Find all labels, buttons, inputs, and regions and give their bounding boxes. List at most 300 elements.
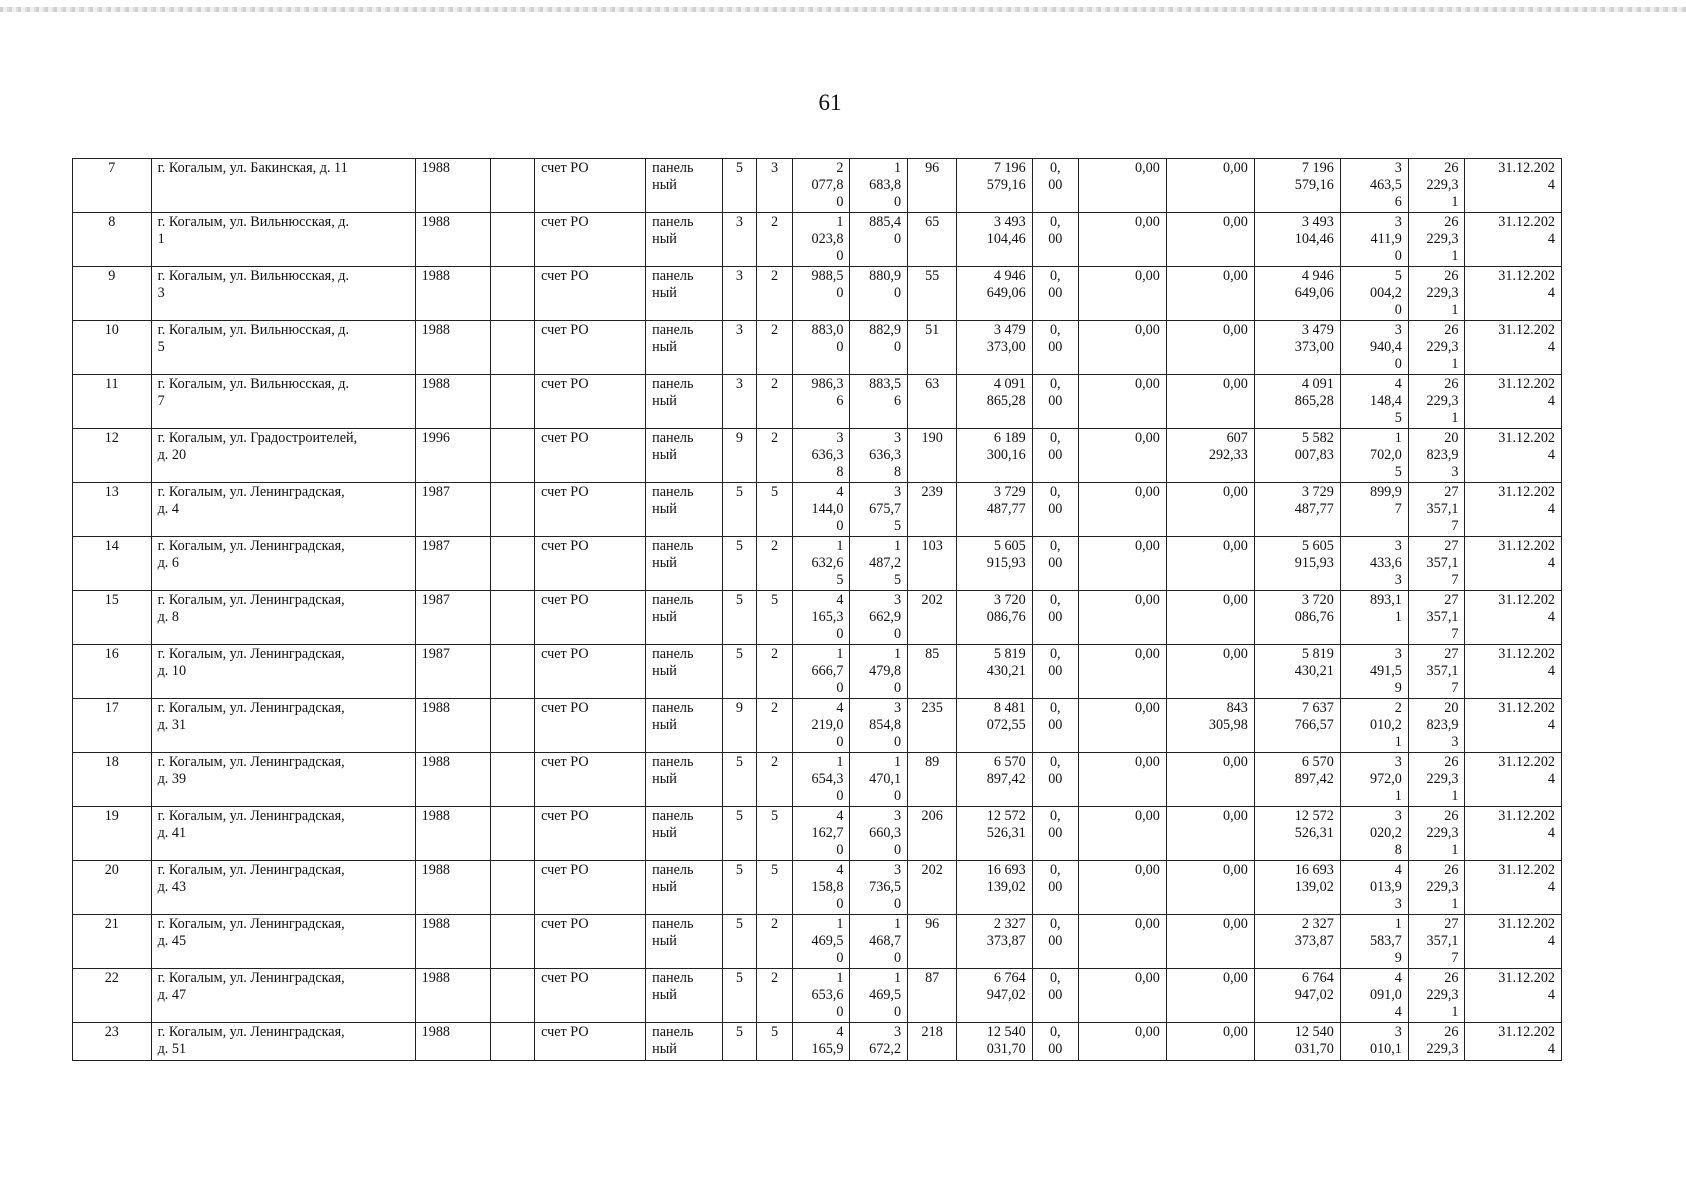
cell-line: 0,00	[1135, 538, 1160, 554]
cell-line: 5 819	[993, 646, 1026, 662]
cell-line: ный	[652, 447, 677, 463]
cell-line: 219,0	[811, 717, 844, 733]
cell-line: 1	[893, 916, 902, 932]
cell-line: 229,3	[1426, 393, 1459, 409]
cell-entrances	[757, 591, 793, 645]
cell-line: 139,02	[1294, 879, 1334, 895]
cell-line: 940,4	[1369, 339, 1402, 355]
cell-line: 0,00	[1135, 862, 1160, 878]
cell-address	[151, 969, 415, 1023]
table-row	[73, 375, 1562, 429]
cell-line: 1	[1451, 356, 1459, 372]
cell-line: 5	[1394, 410, 1402, 426]
cell-address	[151, 537, 415, 591]
cell-line: счет РО	[541, 592, 589, 608]
cell-line: 1	[1451, 194, 1459, 210]
cell-line: 3	[1394, 322, 1402, 338]
table-row	[73, 429, 1562, 483]
cell-living-area	[850, 807, 908, 861]
cell-line: 4 946	[993, 268, 1026, 284]
table-row	[73, 753, 1562, 807]
cell-max-cost-per-sqm	[1408, 591, 1465, 645]
cell-wall-material	[646, 969, 722, 1023]
cell-residents	[908, 267, 957, 321]
cell-line: 430,21	[1294, 663, 1334, 679]
cell-line: панель	[652, 592, 694, 608]
cell-line: 4 091	[1301, 376, 1334, 392]
cell-line: 31.12.202	[1498, 1024, 1555, 1040]
cell-line: 7	[1394, 501, 1402, 517]
cell-line: 16	[104, 646, 119, 662]
cell-line: 1988	[421, 862, 450, 878]
cell-line: 14	[104, 538, 119, 554]
cell-wall-material	[646, 753, 722, 807]
cell-line: 1	[1451, 842, 1459, 858]
cell-wall-material	[646, 429, 722, 483]
cell-line: 479,8	[869, 663, 902, 679]
cell-year-built	[415, 483, 490, 537]
cell-line: 0	[1394, 302, 1402, 318]
cell-line: 00	[1048, 933, 1063, 949]
cell-line: 023,8	[811, 231, 844, 247]
cell-line: 854,8	[869, 717, 902, 733]
cell-line: счет РО	[541, 484, 589, 500]
cell-wall-material	[646, 807, 722, 861]
cell-cost-per-sqm	[1340, 915, 1408, 969]
cell-max-cost-per-sqm	[1408, 537, 1465, 591]
cell-line: 0,00	[1223, 268, 1248, 284]
cell-line: 202	[921, 592, 943, 608]
cell-completion-date	[1465, 267, 1562, 321]
cell-line: 357,1	[1426, 933, 1459, 949]
cell-line: 1	[836, 646, 844, 662]
cell-living-area	[850, 861, 908, 915]
cell-cost-regional	[1078, 321, 1166, 375]
cell-line: 7	[1451, 680, 1459, 696]
cell-line: 0,	[1049, 1024, 1061, 1040]
cell-funding-method	[535, 321, 646, 375]
cell-line: 470,1	[869, 771, 902, 787]
cell-line: д. 8	[157, 609, 179, 625]
cell-address	[151, 915, 415, 969]
cell-line: 1	[157, 231, 165, 247]
cell-cost-regional	[1078, 969, 1166, 1023]
cell-line: 1	[893, 160, 902, 176]
cell-line: 4	[1547, 879, 1555, 895]
cell-line: 736,5	[869, 879, 902, 895]
cell-row-number	[73, 159, 152, 213]
cell-line: 5	[1394, 268, 1402, 284]
cell-row-number	[73, 969, 152, 1023]
cell-line: 00	[1048, 393, 1063, 409]
cell-line: 00	[1048, 663, 1063, 679]
cell-line: 1987	[421, 484, 450, 500]
cell-line: 0,00	[1223, 1024, 1248, 1040]
cell-line: 5 605	[993, 538, 1026, 554]
cell-line: 7 196	[993, 160, 1026, 176]
cell-line: 0,00	[1223, 592, 1248, 608]
cell-living-area	[850, 915, 908, 969]
cell-funding-method	[535, 1023, 646, 1061]
cell-cost-per-sqm	[1340, 1023, 1408, 1061]
cell-line: 8	[893, 464, 902, 480]
cell-cost-municipal	[1166, 483, 1254, 537]
cell-line: 8	[1394, 842, 1402, 858]
cell-line: 3	[1451, 734, 1459, 750]
cell-line: 55	[925, 268, 940, 284]
cell-line: 8	[836, 464, 844, 480]
cell-line: 880,9	[869, 268, 902, 284]
cell-cost-per-sqm	[1340, 591, 1408, 645]
cell-line: 3	[770, 160, 779, 176]
cell-cost-owners	[1254, 861, 1340, 915]
cell-cost-regional	[1078, 753, 1166, 807]
cell-cost-municipal	[1166, 807, 1254, 861]
cell-floors	[722, 375, 757, 429]
cell-line: счет РО	[541, 322, 589, 338]
cell-line: счет РО	[541, 862, 589, 878]
cell-line: панель	[652, 1024, 694, 1040]
cell-line: 487,2	[869, 555, 902, 571]
cell-total-area	[792, 483, 850, 537]
cell-row-number	[73, 213, 152, 267]
cell-line: 9	[1394, 680, 1402, 696]
cell-line: 00	[1048, 555, 1063, 571]
scan-edge-artifact	[0, 7, 1686, 12]
cell-funding-method	[535, 375, 646, 429]
cell-line: 9	[108, 268, 116, 284]
cell-blank	[491, 267, 535, 321]
cell-year-built	[415, 159, 490, 213]
cell-line: 469,5	[811, 933, 844, 949]
cell-floors	[722, 645, 757, 699]
cell-wall-material	[646, 591, 722, 645]
cell-year-built	[415, 1023, 490, 1061]
cell-line: 0	[893, 788, 902, 804]
cell-address	[151, 861, 415, 915]
cell-line: 0	[893, 626, 902, 642]
cell-line: 00	[1048, 879, 1063, 895]
cell-cost-municipal	[1166, 915, 1254, 969]
cell-line: 0,	[1049, 538, 1061, 554]
cell-line: г. Когалым, ул. Ленинградская,	[157, 484, 345, 500]
cell-line: 0	[836, 194, 844, 210]
cell-line: 020,2	[1369, 825, 1402, 841]
cell-line: 4	[1394, 1004, 1402, 1020]
cell-residents	[908, 429, 957, 483]
table-row	[73, 159, 1562, 213]
cell-line: 0,	[1049, 268, 1061, 284]
cell-living-area	[850, 1023, 908, 1061]
cell-funding-method	[535, 591, 646, 645]
cell-line: 0	[893, 734, 902, 750]
cell-line: 865,28	[986, 393, 1026, 409]
cell-line: 4	[1547, 771, 1555, 787]
cell-line: 988,5	[811, 268, 844, 284]
cell-cost-per-sqm	[1340, 753, 1408, 807]
cell-line: 9	[735, 430, 743, 446]
cell-funding-method	[535, 753, 646, 807]
cell-completion-date	[1465, 375, 1562, 429]
cell-line: 3	[735, 214, 743, 230]
cell-living-area	[850, 537, 908, 591]
cell-line: 229,3	[1426, 825, 1459, 841]
cell-line: 4	[836, 484, 844, 500]
cell-line: ный	[652, 987, 677, 1003]
cell-line: 31.12.202	[1498, 700, 1555, 716]
cell-row-number	[73, 861, 152, 915]
cell-line: 7	[1451, 950, 1459, 966]
table-row	[73, 591, 1562, 645]
cell-line: 1	[836, 970, 844, 986]
cell-line: д. 20	[157, 447, 187, 463]
cell-line: 7	[108, 160, 116, 176]
cell-funding-method	[535, 915, 646, 969]
cell-cost-municipal	[1166, 861, 1254, 915]
cell-blank	[491, 429, 535, 483]
cell-line: счет РО	[541, 700, 589, 716]
cell-line: панель	[652, 970, 694, 986]
cell-line: 3	[1394, 214, 1402, 230]
cell-cost-federal	[1032, 753, 1078, 807]
cell-line: 85	[925, 646, 940, 662]
cell-cost-per-sqm	[1340, 645, 1408, 699]
cell-line: панель	[652, 754, 694, 770]
cell-completion-date	[1465, 483, 1562, 537]
cell-line: ный	[652, 555, 677, 571]
cell-completion-date	[1465, 969, 1562, 1023]
cell-line: г. Когалым, ул. Вильнюсская, д.	[157, 376, 350, 392]
cell-line: г. Когалым, ул. Ленинградская,	[157, 646, 345, 662]
cell-line: панель	[652, 160, 694, 176]
cell-max-cost-per-sqm	[1408, 807, 1465, 861]
cell-line: г. Когалым, ул. Градостроителей,	[157, 430, 358, 446]
cell-line: 411,9	[1370, 231, 1402, 247]
cell-total-cost	[957, 375, 1032, 429]
cell-cost-per-sqm	[1340, 159, 1408, 213]
housing-register-table	[72, 158, 1562, 1061]
cell-line: 766,57	[1294, 717, 1334, 733]
cell-total-area	[792, 645, 850, 699]
cell-entrances	[757, 213, 793, 267]
cell-line: 00	[1048, 177, 1063, 193]
cell-row-number	[73, 807, 152, 861]
cell-line: 3 493	[993, 214, 1026, 230]
cell-line: 1	[893, 538, 902, 554]
cell-line: 0,	[1049, 214, 1061, 230]
cell-line: 4	[1547, 447, 1555, 463]
cell-line: 3	[1394, 572, 1402, 588]
cell-line: 4 946	[1301, 268, 1334, 284]
cell-line: 0	[836, 626, 844, 642]
cell-line: 1988	[421, 808, 450, 824]
cell-address	[151, 159, 415, 213]
cell-line: 373,87	[986, 933, 1026, 949]
cell-line: ный	[652, 1041, 677, 1057]
cell-address	[151, 699, 415, 753]
cell-line: 0	[836, 1004, 844, 1020]
cell-line: 18	[104, 754, 119, 770]
cell-cost-municipal	[1166, 1023, 1254, 1061]
cell-entrances	[757, 645, 793, 699]
cell-funding-method	[535, 267, 646, 321]
cell-line: 0,00	[1135, 160, 1160, 176]
cell-row-number	[73, 753, 152, 807]
cell-line: 5	[735, 1024, 743, 1040]
cell-line: 2	[770, 646, 779, 662]
cell-blank	[491, 861, 535, 915]
cell-line: 1988	[421, 160, 450, 176]
cell-total-area	[792, 321, 850, 375]
cell-line: 0,00	[1223, 916, 1248, 932]
cell-line: 5	[893, 572, 902, 588]
cell-cost-per-sqm	[1340, 969, 1408, 1023]
cell-line: 31.12.202	[1498, 214, 1555, 230]
cell-line: 0,00	[1135, 970, 1160, 986]
cell-line: 5	[770, 484, 779, 500]
cell-residents	[908, 915, 957, 969]
cell-completion-date	[1465, 591, 1562, 645]
cell-cost-owners	[1254, 267, 1340, 321]
cell-year-built	[415, 375, 490, 429]
cell-line: 1988	[421, 700, 450, 716]
cell-entrances	[757, 159, 793, 213]
cell-line: 3	[893, 862, 902, 878]
cell-floors	[722, 915, 757, 969]
cell-line: д. 47	[157, 987, 187, 1003]
cell-living-area	[850, 213, 908, 267]
cell-wall-material	[646, 321, 722, 375]
cell-line: 654,3	[811, 771, 844, 787]
table-row	[73, 537, 1562, 591]
cell-line: 843	[1226, 700, 1248, 716]
cell-line: 947,02	[986, 987, 1026, 1003]
cell-line: 972,0	[1369, 771, 1402, 787]
cell-line: 26	[1444, 1024, 1459, 1040]
cell-line: 13	[104, 484, 119, 500]
cell-line: 3	[1394, 1024, 1402, 1040]
cell-residents	[908, 753, 957, 807]
table-row	[73, 699, 1562, 753]
cell-line: 31.12.202	[1498, 538, 1555, 554]
cell-line: 1	[836, 754, 844, 770]
cell-completion-date	[1465, 429, 1562, 483]
cell-cost-federal	[1032, 1023, 1078, 1061]
cell-line: 0,	[1049, 376, 1061, 392]
cell-line: 2	[770, 376, 779, 392]
cell-line: 5	[836, 572, 844, 588]
cell-line: 4	[836, 1024, 844, 1040]
cell-line: панель	[652, 862, 694, 878]
cell-cost-federal	[1032, 483, 1078, 537]
cell-line: 12	[104, 430, 119, 446]
cell-line: 4	[1547, 339, 1555, 355]
cell-line: 526,31	[986, 825, 1026, 841]
cell-completion-date	[1465, 861, 1562, 915]
cell-line: г. Когалым, ул. Ленинградская,	[157, 916, 345, 932]
cell-line: 96	[925, 916, 940, 932]
cell-row-number	[73, 591, 152, 645]
cell-line: 00	[1048, 285, 1063, 301]
page-number: 61	[818, 90, 842, 115]
cell-line: 8 481	[993, 700, 1026, 716]
cell-total-area	[792, 213, 850, 267]
cell-cost-regional	[1078, 537, 1166, 591]
cell-row-number	[73, 645, 152, 699]
cell-line: 4	[1547, 825, 1555, 841]
cell-total-cost	[957, 537, 1032, 591]
cell-line: 305,98	[1208, 717, 1248, 733]
cell-line: 31.12.202	[1498, 970, 1555, 986]
cell-line: 20	[104, 862, 119, 878]
cell-line: 12 572	[986, 808, 1026, 824]
cell-entrances	[757, 969, 793, 1023]
cell-blank	[491, 591, 535, 645]
cell-line: 2 327	[993, 916, 1026, 932]
cell-total-cost	[957, 699, 1032, 753]
cell-line: 51	[925, 322, 940, 338]
cell-year-built	[415, 699, 490, 753]
cell-line: 0,00	[1223, 808, 1248, 824]
cell-line: 4	[1547, 177, 1555, 193]
cell-total-cost	[957, 915, 1032, 969]
cell-year-built	[415, 267, 490, 321]
cell-row-number	[73, 375, 152, 429]
cell-living-area	[850, 159, 908, 213]
cell-line: 31.12.202	[1498, 754, 1555, 770]
cell-line: 0,00	[1135, 916, 1160, 932]
cell-max-cost-per-sqm	[1408, 645, 1465, 699]
cell-floors	[722, 267, 757, 321]
cell-row-number	[73, 483, 152, 537]
cell-line: 148,4	[1369, 393, 1402, 409]
cell-blank	[491, 645, 535, 699]
cell-total-area	[792, 969, 850, 1023]
cell-line: 653,6	[811, 987, 844, 1003]
cell-line: 3 720	[993, 592, 1026, 608]
cell-address	[151, 645, 415, 699]
cell-line: панель	[652, 214, 694, 230]
cell-line: 00	[1048, 717, 1063, 733]
cell-line: 1	[1394, 916, 1402, 932]
cell-total-area	[792, 807, 850, 861]
cell-cost-owners	[1254, 807, 1340, 861]
cell-wall-material	[646, 267, 722, 321]
cell-total-cost	[957, 591, 1032, 645]
cell-line: 0	[836, 896, 844, 912]
cell-max-cost-per-sqm	[1408, 429, 1465, 483]
cell-line: 0,	[1049, 916, 1061, 932]
cell-line: 0	[836, 788, 844, 804]
cell-line: г. Когалым, ул. Вильнюсская, д.	[157, 268, 350, 284]
cell-entrances	[757, 753, 793, 807]
cell-line: 6	[893, 393, 902, 409]
cell-line: 031,70	[986, 1041, 1026, 1057]
cell-year-built	[415, 537, 490, 591]
cell-line: 16 693	[986, 862, 1026, 878]
table-row	[73, 321, 1562, 375]
cell-row-number	[73, 537, 152, 591]
cell-cost-federal	[1032, 375, 1078, 429]
cell-line: панель	[652, 376, 694, 392]
cell-line: 3	[893, 700, 902, 716]
cell-total-cost	[957, 807, 1032, 861]
cell-line: 3	[735, 322, 743, 338]
cell-line: 229,3	[1426, 1041, 1459, 1057]
cell-cost-per-sqm	[1340, 807, 1408, 861]
cell-line: ный	[652, 879, 677, 895]
cell-line: 897,42	[986, 771, 1026, 787]
